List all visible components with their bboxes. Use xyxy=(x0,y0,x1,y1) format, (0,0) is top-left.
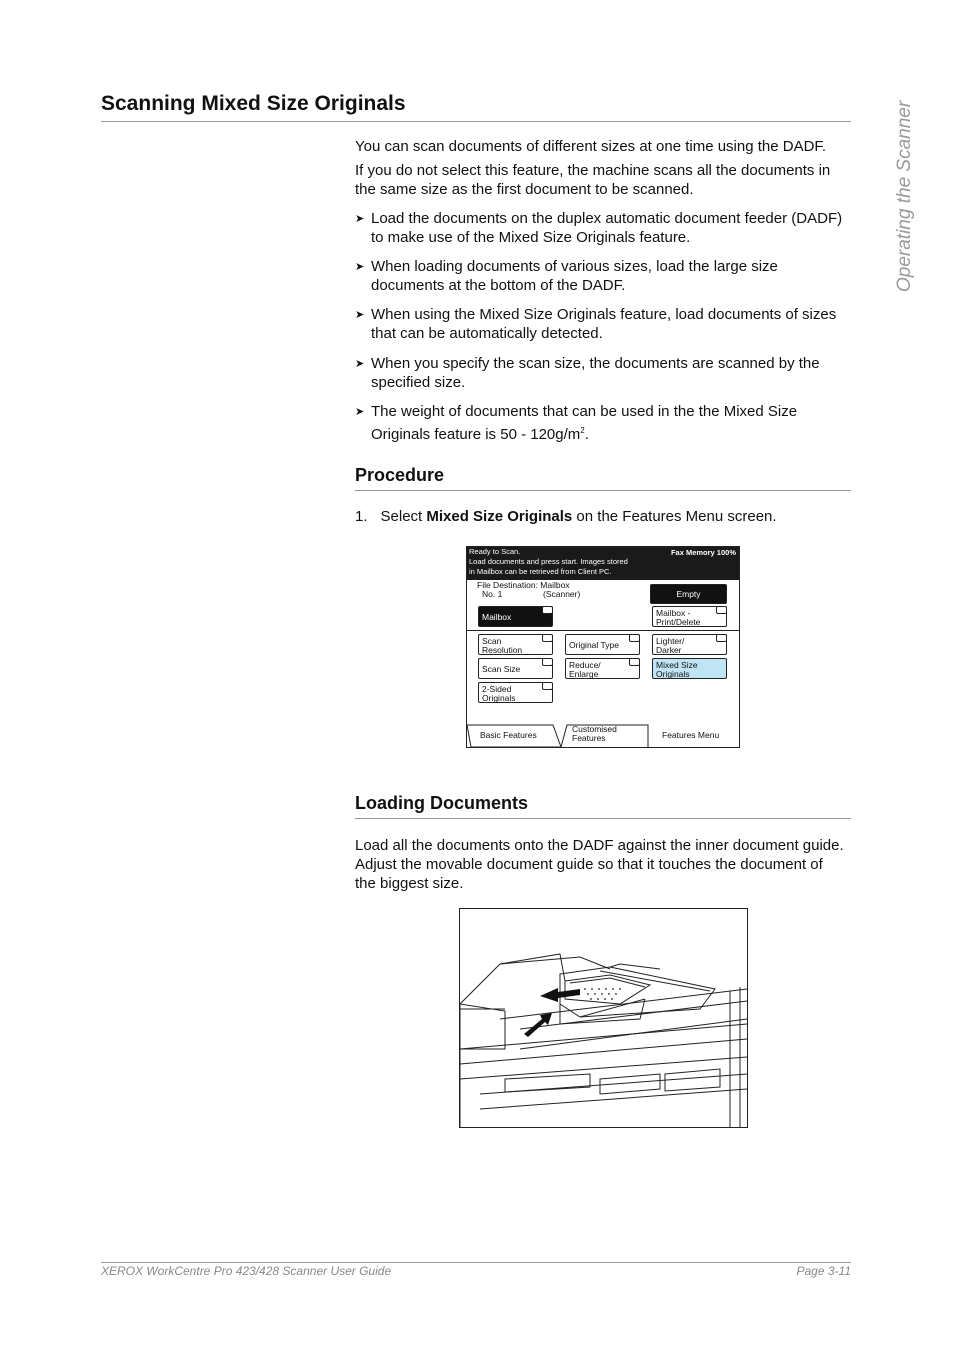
status-line-2: Load documents and press start. Images stored xyxy=(469,557,628,566)
scan-size-button[interactable]: Scan Size xyxy=(478,658,553,679)
file-destination: File Destination: Mailbox xyxy=(477,580,570,590)
mailbox-button[interactable]: Mailbox xyxy=(478,606,553,627)
bullet-item: ➤ When using the Mixed Size Originals feature, load documents of sizes that can be automatically detected. xyxy=(355,306,837,342)
checkbox-icon xyxy=(629,634,640,642)
mailbox-print-delete-button[interactable]: Mailbox - Print/Delete xyxy=(652,606,727,627)
bullet-item: ➤ When you specify the scan size, the documents are scanned by the specified size. xyxy=(355,355,820,391)
features-menu-screen xyxy=(466,546,740,748)
status-line-3: in Mailbox can be retrieved from Client PC. xyxy=(469,567,612,576)
checkbox-icon xyxy=(542,658,553,666)
empty-button[interactable]: Empty xyxy=(650,584,727,604)
scan-resolution-button[interactable]: Scan Resolution xyxy=(478,634,553,655)
fax-memory: Fax Memory 100% xyxy=(670,548,736,557)
lighter-darker-button[interactable]: Lighter/ Darker xyxy=(652,634,727,655)
page-title: Scanning Mixed Size Originals xyxy=(101,92,406,115)
procedure-heading: Procedure xyxy=(355,465,445,485)
file-scanner: (Scanner) xyxy=(543,589,581,599)
reduce-enlarge-button[interactable]: Reduce/ Enlarge xyxy=(565,658,640,679)
dadf-drawing xyxy=(460,909,747,1127)
checkbox-icon xyxy=(629,658,640,666)
bullet-arrow-icon: ➤ xyxy=(355,309,365,321)
tab-features-menu[interactable]: Features Menu xyxy=(662,730,720,740)
intro-paragraph-2: If you do not select this feature, the machine scans all the documents in the same size as the first document to be scanned. xyxy=(355,162,831,198)
bullet-arrow-icon: ➤ xyxy=(355,261,365,273)
loading-paragraph: Load all the documents onto the DADF against the inner document guide. Adjust the movable document guide so that it touches the document of the biggest size. xyxy=(355,837,844,892)
bullet-arrow-icon: ➤ xyxy=(355,406,365,418)
status-bar xyxy=(467,547,739,580)
checkbox-icon xyxy=(542,682,553,690)
tab-basic-features[interactable]: Basic Features xyxy=(480,730,537,740)
footer-rule xyxy=(101,1262,851,1263)
bullet-item: ➤ The weight of documents that can be used in the the Mixed Size Originals feature is $50 - 120g/m^2$. xyxy=(355,403,798,443)
dadf-illustration xyxy=(459,908,748,1128)
bullet-arrow-icon: ➤ xyxy=(355,213,365,225)
checkbox-icon xyxy=(716,606,727,614)
procedure-rule xyxy=(355,490,851,491)
procedure-step-1: 1. Select Mixed Size Originals on the Features Menu screen. xyxy=(355,508,777,525)
checkbox-icon xyxy=(542,606,553,614)
two-sided-originals-button[interactable]: 2-Sided Originals xyxy=(478,682,553,703)
bullet-arrow-icon: ➤ xyxy=(355,358,365,370)
checkbox-icon xyxy=(542,634,553,642)
tab-customised-features[interactable]: Customised Features xyxy=(572,724,617,743)
mixed-size-originals-button[interactable]: Mixed Size Originals xyxy=(652,658,727,679)
status-line-1: Ready to Scan. xyxy=(469,547,521,556)
footer-page-number: Page 3-11 xyxy=(796,1264,851,1278)
loading-heading: Loading Documents xyxy=(355,793,529,813)
side-tab xyxy=(872,96,915,296)
intro-paragraph-1: You can scan documents of different sizes at one time using the DADF. xyxy=(355,138,827,155)
bullet-item: ➤ Load the documents on the duplex automatic document feeder (DADF) to make use of the Mixed Size Originals feature. xyxy=(355,210,843,246)
checkbox-icon xyxy=(716,634,727,642)
divider xyxy=(467,630,739,631)
up-arrow-icon xyxy=(524,1013,552,1037)
footer-left: XEROX WorkCentre Pro 423/428 Scanner User Guide xyxy=(101,1264,392,1278)
bullet-item: ➤ When loading documents of various sizes, load the large size documents at the bottom of the DADF. xyxy=(355,258,778,294)
original-type-button[interactable]: Original Type xyxy=(565,634,640,655)
side-tab-label: Operating the Scanner xyxy=(894,100,915,292)
file-number: No. 1 xyxy=(482,589,503,599)
loading-rule xyxy=(355,818,851,819)
title-rule xyxy=(101,121,851,122)
